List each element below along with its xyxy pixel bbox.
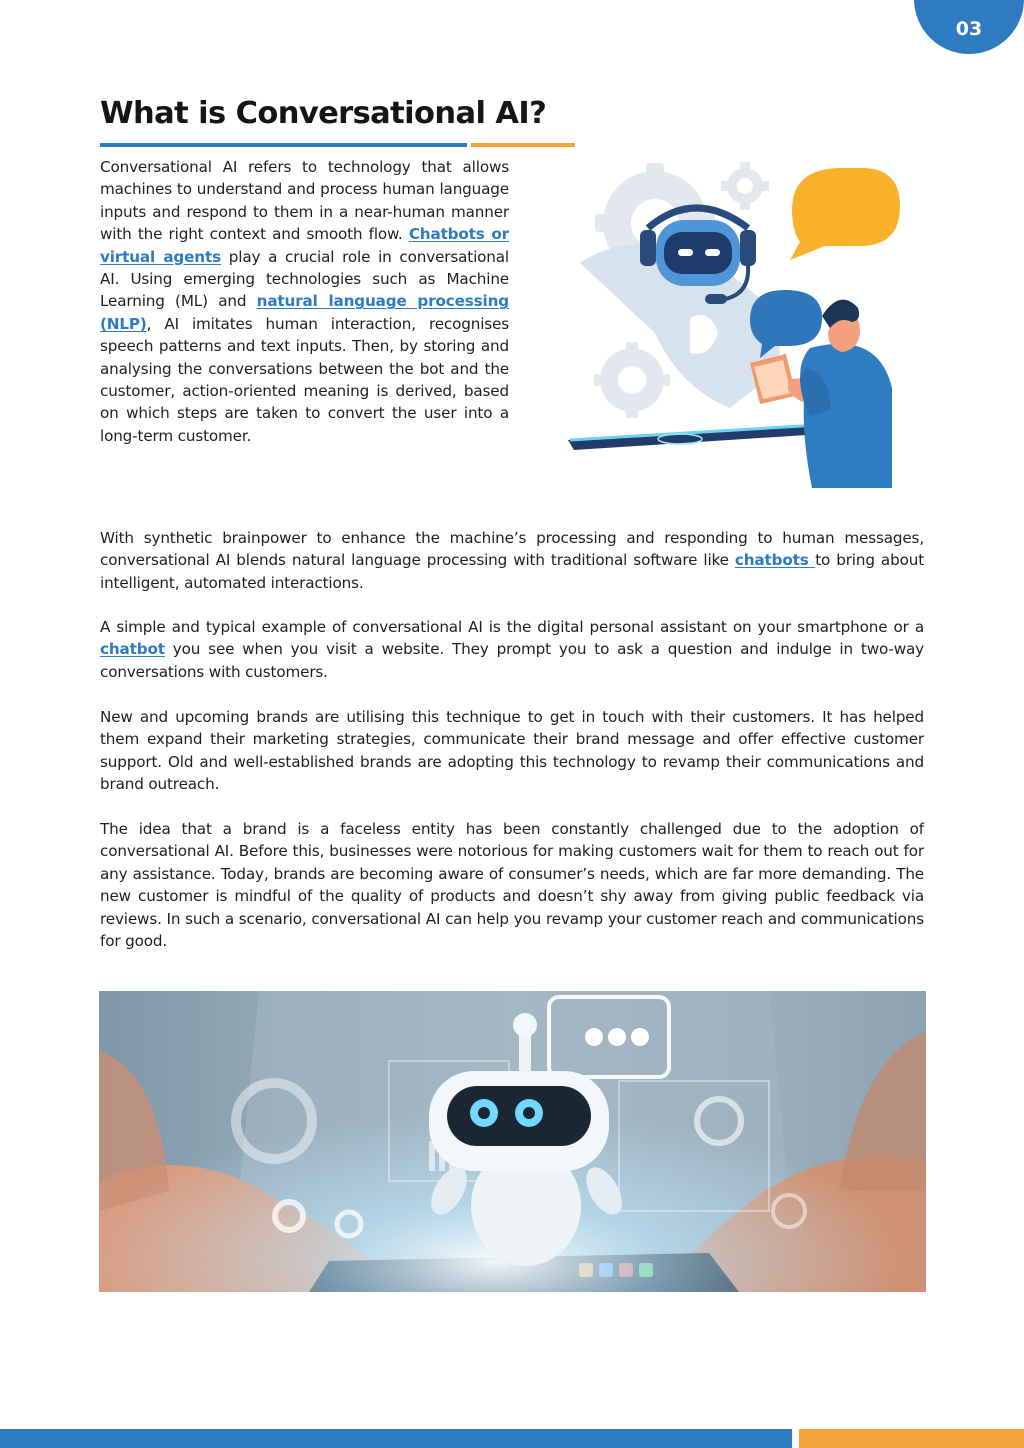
footer-bar-orange [799,1429,1024,1448]
page-title: What is Conversational AI? [100,96,547,131]
paragraph-synthetic-brainpower: With synthetic brainpower to enhance the machine’s processing and responding to human messages, conversational AI blends natural language processing with traditional software like chatbots to bring about intelligent, automated interactions. [100,529,924,592]
intro-paragraph: Conversational AI refers to technology that allows machines to understand and process human language inputs and respond to them in a near-human manner with the right context and smooth flow. Chatbots or virtual agents play a crucial role in conversational AI. Using emerging technologies such as Machine Learning (ML) and natural language processing (NLP), AI imitates human interaction, recognises speech patterns and text inputs. Then, by storing and analysing the conversations between the bot and the customer, action-oriented meaning is derived, based on which steps are taken to convert the user into a long-term customer. [100,158,510,445]
page-number-badge [914,0,1024,54]
page-number: 03 [955,18,983,40]
chatbot-illustration [560,158,900,498]
title-underline-orange [471,143,575,147]
chatbot-link[interactable]: chatbot [100,640,165,659]
robot-hand-photo [99,991,926,1292]
paragraph-example: A simple and typical example of conversational AI is the digital personal assistant on your smartphone or a chatbot you see when you visit a website. They prompt you to ask a question and indulge in two-way conversations with customers. [100,618,924,681]
paragraph-brands: New and upcoming brands are utilising this technique to get in touch with their customers. It has helped them expand their marketing strategies, communicate their brand message and offer effective customer support. Old and well-established brands are adopting this technology to revamp their communications and brand outreach. [100,708,924,794]
paragraph-faceless-entity: The idea that a brand is a faceless entity has been constantly challenged due to the adoption of conversational AI. Before this, businesses were notorious for making customers wait for them to reach out for any assistance. Today, brands are becoming aware of consumer’s needs, which are far more demanding. The new customer is mindful of the quality of products and doesn’t shy away from giving public feedback via reviews. In such a scenario, conversational AI can help you revamp your customer reach and communications for good. [100,820,924,951]
footer-bar-blue [0,1429,792,1448]
title-underline-blue [100,143,467,147]
nlp-link[interactable]: natural language processing (NLP) [100,292,509,333]
chatbots-link[interactable]: Chatbots or virtual agents [100,225,509,266]
chatbots-link-2[interactable]: chatbots [734,551,816,570]
